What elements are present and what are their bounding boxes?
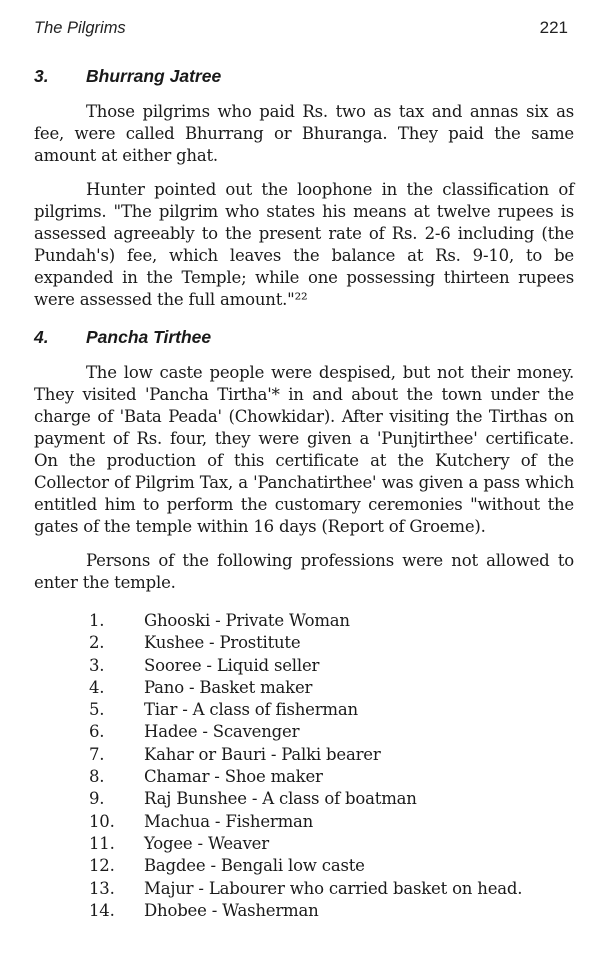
list-item-text: Sooree - Liquid seller (144, 655, 320, 675)
list-item-number: 3. (89, 655, 105, 675)
list-item-number: 14. (89, 900, 115, 920)
paragraph-bhurrang-definition: Those pilgrims who paid Rs. two as tax and annas six as fee, were called Bhurrang or Bhuranga. They paid the same amount at either ghat. (34, 102, 574, 165)
list-item-number: 7. (89, 744, 105, 764)
list-item-text: Chamar - Shoe maker (144, 767, 323, 787)
list-item (34, 699, 574, 721)
section-title: Bhurrang Jatree (86, 66, 222, 86)
list-item-text: Majur - Labourer who carried basket on head. (144, 878, 523, 898)
list-item (34, 900, 574, 922)
list-item-text: Pano - Basket maker (144, 677, 313, 697)
page-body (34, 60, 574, 922)
list-item-number: 2. (89, 633, 105, 653)
list-item-number: 11. (89, 833, 115, 853)
list-item-text: Dhobee - Washerman (144, 900, 319, 920)
paragraph-professions-intro: Persons of the following professions were not allowed to enter the temple. (34, 551, 574, 592)
list-item-number: 9. (89, 789, 105, 809)
list-item (34, 610, 574, 632)
list-item (34, 677, 574, 699)
section-number: 4. (34, 327, 49, 347)
list-item-number: 5. (89, 700, 105, 720)
page-number: 221 (539, 18, 568, 37)
list-item (34, 744, 574, 766)
list-item-number: 12. (89, 856, 115, 876)
list-item-text: Raj Bunshee - A class of boatman (144, 789, 417, 809)
list-item-number: 1. (89, 611, 105, 630)
section-heading-pancha-tirthee (34, 327, 574, 348)
section-heading-bhurrang-jatree (34, 66, 574, 87)
list-item-text: Yogee - Weaver (144, 833, 269, 853)
list-item (34, 833, 574, 855)
paragraph-hunter-quote: Hunter pointed out the loophone in the classification of pilgrims. "The pilgrim who states his means at twelve rupees is assessed agreeably to the present rate of Rs. 2-6 including (the Pundah's) fee, which leaves the balance at Rs. 9-10, to be expanded in the Temple; while one possessing thirteen rupees were assessed the full amount."²² (34, 180, 574, 309)
list-item (34, 721, 574, 743)
list-item-text: Machua - Fisherman (144, 811, 314, 831)
list-item-text: Hadee - Scavenger (144, 722, 300, 742)
list-item-text: Bagdee - Bengali low caste (144, 856, 365, 876)
list-item-number: 8. (89, 767, 105, 787)
list-item (34, 766, 574, 788)
section-title: Pancha Tirthee (86, 327, 212, 347)
list-item (34, 632, 574, 654)
list-item (34, 878, 574, 900)
list-item-text: Ghooski - Private Woman (144, 611, 350, 630)
paragraph-low-caste: The low caste people were despised, but not their money. They visited 'Pancha Tirtha'* in and about the town under the charge of 'Bata Peada' (Chowkidar). After visiting the Tirthas on payment of Rs. four, they were given a 'Punjtirthee' certificate. On the production of this certificate at the Kutchery of the Collector of Pilgrim Tax, a 'Panchatirthee' was given a pass which entitled him to perform the customary ceremonies "without the gates of the temple within 16 days (Report of Groeme). (34, 363, 574, 536)
section-number: 3. (34, 66, 49, 86)
list-item-number: 13. (89, 878, 115, 898)
list-item (34, 655, 574, 677)
list-item-number: 6. (89, 722, 105, 742)
list-item-text: Kushee - Prostitute (144, 633, 301, 653)
list-item-number: 10. (89, 811, 115, 831)
list-item (34, 811, 574, 833)
running-head-title: The Pilgrims (34, 19, 126, 37)
list-item-number: 4. (89, 677, 105, 697)
running-head (34, 18, 568, 38)
professions-list (34, 610, 574, 922)
list-item-text: Tiar - A class of fisherman (144, 700, 358, 720)
list-item (34, 855, 574, 877)
list-item (34, 788, 574, 810)
list-item-text: Kahar or Bauri - Palki bearer (144, 744, 381, 764)
